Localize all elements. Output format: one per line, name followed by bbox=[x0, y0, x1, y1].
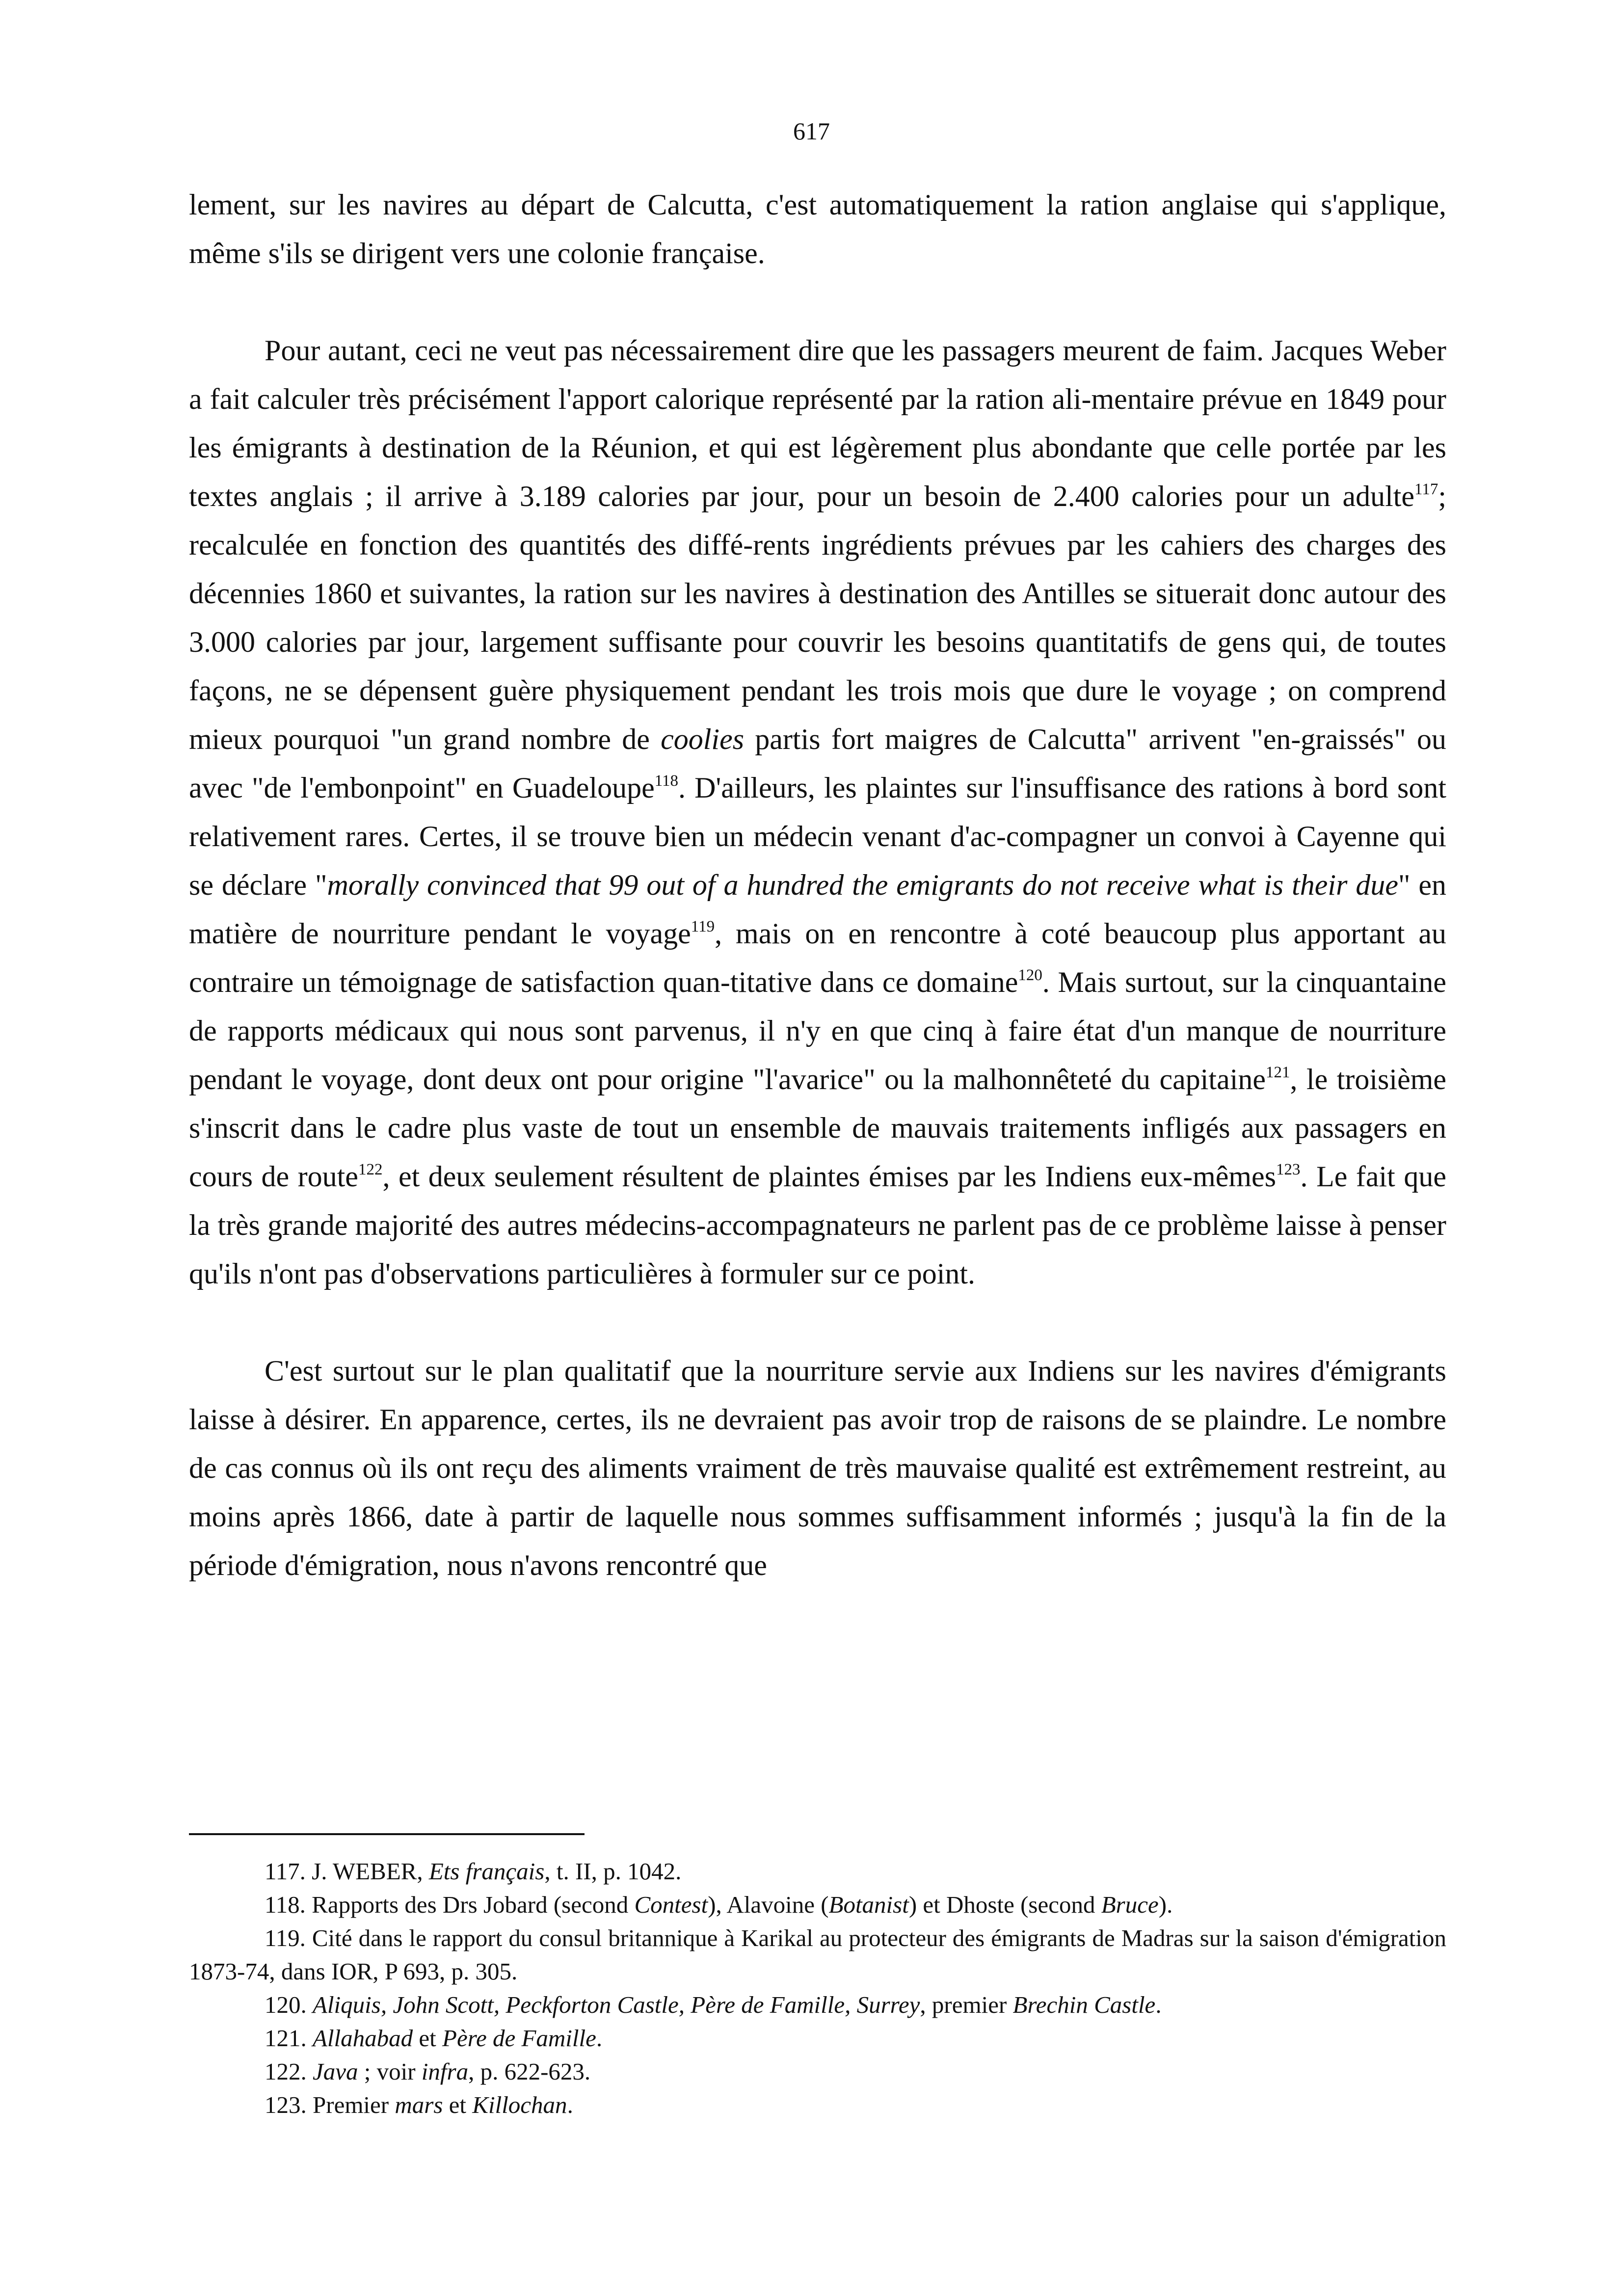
footnote-ref: 117 bbox=[1414, 481, 1438, 498]
text-run: Pour autant, ceci ne veut pas nécessairement dire que les passagers meurent de faim. Jacques Weber a fait calculer très précisément l'apport calorique représenté par la ration ali-mentaire prévue en 1849 pour les émigrants à destination de la Réunion, et qui est légèrement plus abondante que celle portée par les textes anglais ; il arrive à 3.189 calories par jour, pour un besoin de 2.400 calories pour un adulte bbox=[189, 334, 1446, 512]
text-run: ; recalculée en fonction des quantités des diffé-rents ingrédients prévues par les cahiers des charges des décennies 1860 et suivantes, la ration sur les navires à destination des Antilles se situerait donc autour des 3.000 calories par jour, largement suffisante pour couvrir les besoins quantitatifs de gens qui, de toutes façons, ne se dépensent guère physiquement pendant les trois mois que dure le voyage ; on comprend mieux pourquoi "un grand nombre de bbox=[189, 480, 1446, 755]
text-run: C'est surtout sur le plan qualitatif que la nourriture servie aux Indiens sur les navires d'émigrants laisse à désirer. En apparence, certes, ils ne devraient pas avoir trop de raisons de se plaindre. Le nombre de cas connus où ils ont reçu des aliments vraiment de très mauvaise qualité est extrêmement restreint, au moins après 1866, date à partir de laquelle nous sommes suffisamment informés ; jusqu'à la fin de la période d'émigration, nous n'avons rencontré que bbox=[189, 1355, 1446, 1581]
text-run: 119. Cité dans le rapport du consul britannique à Karikal au protecteur des émigrants de Madras sur la saison d'émigration 1873-74, dans IOR, P 693, p. 305. bbox=[189, 1924, 1446, 1985]
italic-run: Killochan bbox=[472, 2091, 567, 2118]
text-run: ; voir bbox=[358, 2058, 422, 2085]
italic-run: infra bbox=[421, 2058, 469, 2085]
italic-run: Aliquis, John Scott, Peckforton Castle, Père de Famille, Surrey bbox=[313, 1991, 920, 2018]
footnote-121 bbox=[189, 2022, 1446, 2055]
text-run: " en matière de nourriture pendant le voyage bbox=[189, 869, 1447, 950]
footnote-ref: 121 bbox=[1266, 1064, 1290, 1081]
text-run: ) et Dhoste (second bbox=[908, 1891, 1101, 1918]
paragraph-2 bbox=[189, 326, 1446, 1298]
text-run: et bbox=[443, 2091, 473, 2118]
footnote-ref: 120 bbox=[1018, 966, 1042, 984]
text-run: 122. bbox=[265, 2058, 313, 2085]
footnote-ref: 123 bbox=[1276, 1161, 1301, 1178]
text-run: , et deux seulement résultent de plaintes émises par les Indiens eux-mêmes bbox=[382, 1160, 1277, 1193]
footnote-ref: 122 bbox=[358, 1161, 383, 1178]
text-run: . bbox=[567, 2091, 573, 2118]
text-run: . bbox=[596, 2025, 603, 2052]
text-run: et bbox=[413, 2025, 443, 2052]
text-run: ). bbox=[1158, 1891, 1173, 1918]
italic-run: Botanist bbox=[828, 1891, 909, 1918]
footnote-118 bbox=[189, 1888, 1446, 1922]
text-run: . D'ailleurs, les plaintes sur l'insuffisance des rations à bord sont relativement rares. Certes, il se trouve bien un médecin venant d'ac-compagner un convoi à Cayenne qui se déclare " bbox=[189, 772, 1447, 901]
page-number: 617 bbox=[793, 117, 830, 145]
text-run: partis fort maigres de Calcutta" arrivent "en-graissés" ou avec "de l'embonpoint" en Guadeloupe bbox=[189, 723, 1447, 804]
footnote-ref: 119 bbox=[691, 918, 715, 935]
italic-run: coolies bbox=[661, 723, 745, 755]
text-run: . bbox=[1155, 1991, 1162, 2018]
footnote-122 bbox=[189, 2055, 1446, 2088]
footnote-123 bbox=[189, 2088, 1446, 2122]
italic-run: Java bbox=[313, 2058, 358, 2085]
italic-run: mars bbox=[395, 2091, 443, 2118]
footnote-separator bbox=[189, 1833, 585, 1835]
text-run: . Mais surtout, sur la cinquantaine de rapports médicaux qui nous sont parvenus, il n'y en que cinq à faire état d'un manque de nourriture pendant le voyage, dont deux ont pour origine "l'avarice" ou la malhonnêteté du capitaine bbox=[189, 966, 1446, 1095]
paragraph-3 bbox=[189, 1347, 1446, 1590]
text-run: ), Alavoine ( bbox=[708, 1891, 829, 1918]
text-run: lement, sur les navires au départ de Calcutta, c'est automatiquement la ration anglaise qui s'applique, même s'ils se dirigent vers une colonie française. bbox=[189, 188, 1446, 269]
text-run: 117. J. WEBER, bbox=[265, 1858, 429, 1885]
footnote-117 bbox=[189, 1855, 1446, 1888]
footnotes bbox=[189, 1833, 1446, 2122]
italic-run: Bruce bbox=[1101, 1891, 1159, 1918]
footnote-120 bbox=[189, 1988, 1446, 2022]
text-run: , le troisième s'inscrit dans le cadre plus vaste de tout un ensemble de mauvais traitements infligés aux passagers en cours de route bbox=[189, 1063, 1447, 1193]
footnote-ref: 118 bbox=[654, 772, 679, 790]
italic-run: Brechin Castle bbox=[1012, 1991, 1156, 2018]
italic-run: Contest bbox=[634, 1891, 708, 1918]
footnote-119 bbox=[189, 1922, 1446, 1988]
italic-run: Ets français bbox=[428, 1858, 545, 1885]
text-run: 123. Premier bbox=[265, 2091, 395, 2118]
paragraph-1 bbox=[189, 181, 1446, 278]
text-run: , mais on en rencontre à coté beaucoup plus apportant au contraire un témoignage de satisfaction quan-titative dans ce domaine bbox=[189, 917, 1446, 998]
italic-run: morally convinced that 99 out of a hundred the emigrants do not receive what is their due bbox=[327, 869, 1398, 901]
text-run: , premier bbox=[920, 1991, 1013, 2018]
text-run: , t. II, p. 1042. bbox=[544, 1858, 682, 1885]
text-run: 121. bbox=[265, 2025, 313, 2052]
text-run: . Le fait que la très grande majorité des autres médecins-accompagnateurs ne parlent pas de ce problème laisse à penser qu'ils n'ont pas d'observations particulières à formuler sur ce point. bbox=[189, 1160, 1446, 1290]
text-run: 120. bbox=[265, 1991, 313, 2018]
body-text bbox=[189, 181, 1446, 1590]
text-run: , p. 622-623. bbox=[468, 2058, 591, 2085]
text-run: 118. Rapports des Drs Jobard (second bbox=[265, 1891, 635, 1918]
italic-run: Père de Famille bbox=[442, 2025, 596, 2052]
italic-run: Allahabad bbox=[313, 2025, 413, 2052]
